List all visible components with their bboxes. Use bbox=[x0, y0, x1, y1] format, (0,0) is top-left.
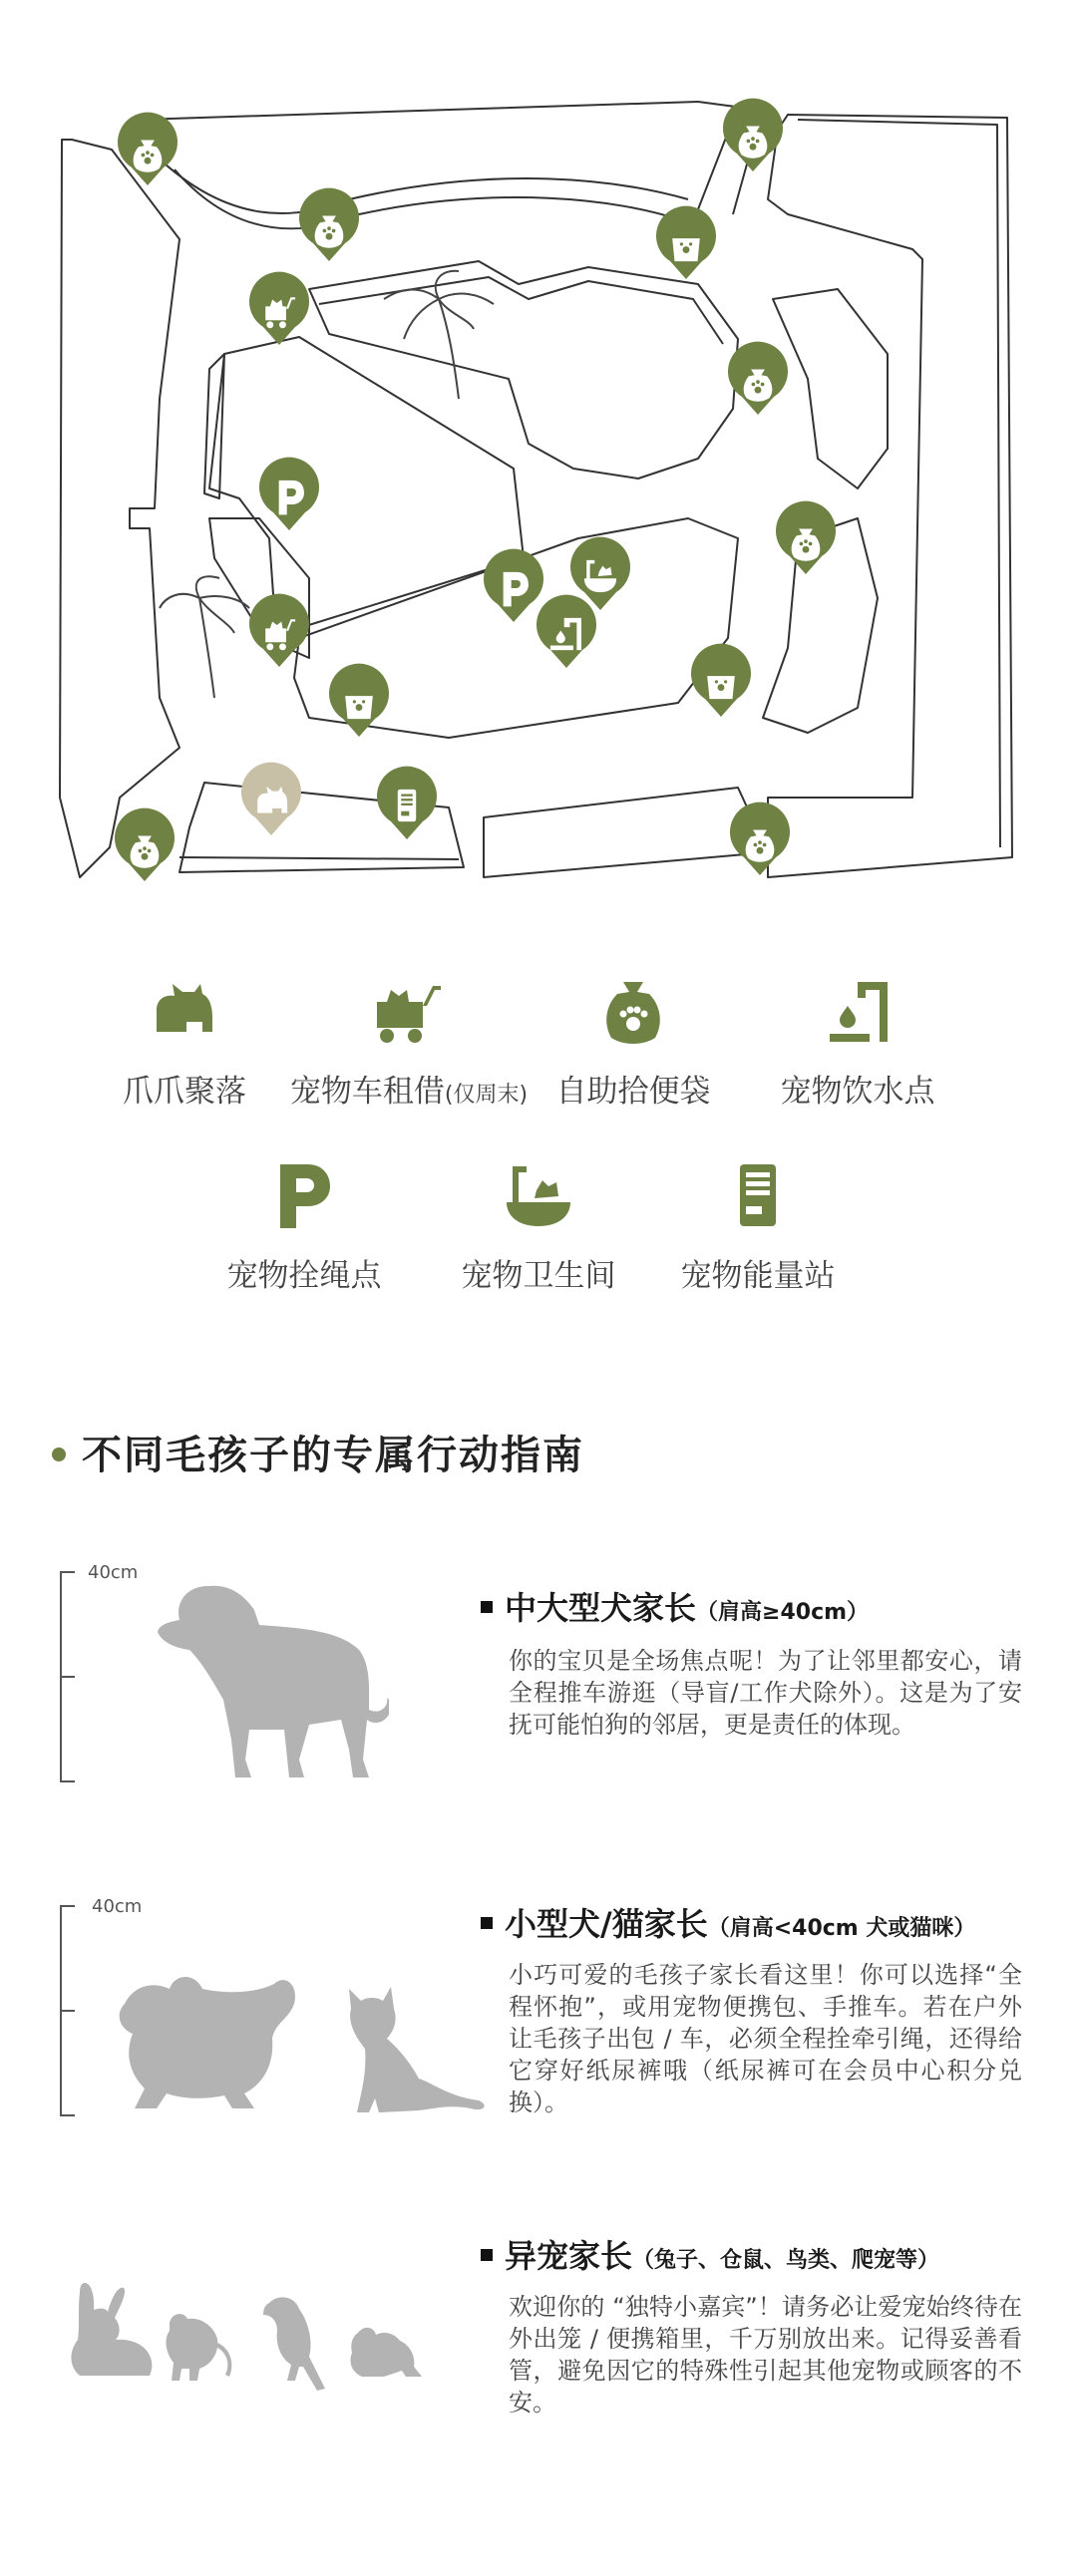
map-marker-vending-icon[interactable] bbox=[377, 767, 437, 839]
map-marker-poop-bag-icon[interactable] bbox=[730, 803, 790, 875]
section-title: 不同毛孩子的专属行动指南 bbox=[82, 1433, 584, 1478]
map-outer-boundary bbox=[60, 140, 180, 877]
legend-leash bbox=[184, 1156, 424, 1295]
legend-label: 宠物卫生间 bbox=[461, 1258, 616, 1294]
map-marker-poop-bag-icon[interactable] bbox=[728, 342, 788, 415]
small-dog-silhouette bbox=[105, 1964, 304, 2113]
mouse-silhouette bbox=[160, 2303, 239, 2383]
vending-icon bbox=[718, 1156, 798, 1236]
guide-title: 异宠家长（兔子、仓鼠、鸟类、爬宠等） bbox=[481, 2231, 939, 2277]
bird-silhouette bbox=[259, 2293, 329, 2393]
legend-label: 宠物饮水点 bbox=[780, 1074, 935, 1110]
legend-water bbox=[738, 972, 977, 1111]
guide-title: 小型犬/猫家长（肩高<40cm 犬或猫咪） bbox=[481, 1899, 975, 1945]
height-ruler bbox=[55, 1904, 85, 2118]
frog-silhouette bbox=[344, 2323, 424, 2383]
map-marker-poop-bag-icon[interactable] bbox=[299, 188, 359, 261]
map-marker-stroller-icon[interactable] bbox=[249, 272, 309, 345]
poop-bag-icon bbox=[593, 972, 673, 1052]
legend-label: 自助拾便袋 bbox=[555, 1074, 711, 1110]
legend-bath bbox=[419, 1156, 658, 1295]
map-marker-water-bowl-icon[interactable] bbox=[691, 644, 751, 717]
legend-dog-park bbox=[65, 972, 304, 1111]
legend-label: 爪爪聚落 bbox=[123, 1074, 246, 1110]
map-marker-poop-bag-icon[interactable] bbox=[118, 113, 178, 185]
map-marker-water-tap-icon[interactable] bbox=[537, 595, 596, 668]
guide-text: 你的宝贝是全场焦点呢！为了让邻里都安心，请全程推车游逛（导盲/工作犬除外）。这是为了安抚可能怕狗的邻居，更是责任的体现。 bbox=[509, 1647, 1022, 1739]
large-dog-silhouette bbox=[150, 1580, 389, 1779]
ruler-label: 40cm bbox=[92, 1896, 143, 1917]
map-marker-water-bowl-icon[interactable] bbox=[329, 664, 389, 737]
map-marker-poop-bag-icon[interactable] bbox=[776, 501, 836, 574]
legend-poop-bag bbox=[514, 972, 753, 1111]
section-bullet bbox=[52, 1448, 66, 1461]
guide-title: 中大型犬家长（肩高≥40cm） bbox=[481, 1583, 869, 1629]
pet-map bbox=[0, 0, 1077, 897]
legend-stroller bbox=[289, 972, 529, 1111]
leash-p-icon bbox=[264, 1156, 344, 1236]
map-marker-leash-p-icon[interactable] bbox=[484, 549, 543, 622]
palm-tree-icon bbox=[384, 271, 494, 399]
legend-label: 宠物车租借(仅周末) bbox=[289, 1074, 529, 1110]
height-ruler bbox=[55, 1570, 85, 1784]
legend-label: 宠物拴绳点 bbox=[226, 1258, 382, 1294]
map-marker-water-bowl-icon[interactable] bbox=[656, 206, 716, 279]
stroller-icon bbox=[369, 972, 449, 1052]
palm-tree-icon bbox=[160, 576, 249, 698]
map-marker-dog-park-icon[interactable] bbox=[241, 763, 301, 835]
dog-park-icon bbox=[145, 972, 224, 1052]
ruler-label: 40cm bbox=[88, 1562, 139, 1583]
water-tap-icon bbox=[818, 972, 898, 1052]
guide-text: 小巧可爱的毛孩子家长看这里！你可以选择“全程怀抱”，或用宠物便携包、手推车。若在户外让毛孩子出包 / 车，必须全程拴牵引绳，还得给它穿好纸尿裤哦（纸尿裤可在会员中心积分兑换）。 bbox=[509, 1961, 1022, 2116]
guide-text: 欢迎你的 “独特小嘉宾”！请务必让爱宠始终待在外出笼 / 便携箱里，千万别放出来。记得妥善看管，避免因它的特殊性引起其他宠物或顾客的不安。 bbox=[509, 2293, 1022, 2416]
map-marker-leash-p-icon[interactable] bbox=[259, 458, 319, 530]
legend-label: 宠物能量站 bbox=[680, 1258, 836, 1294]
map-marker-poop-bag-icon[interactable] bbox=[115, 808, 175, 881]
cat-silhouette bbox=[339, 1979, 489, 2118]
map-marker-stroller-icon[interactable] bbox=[249, 594, 309, 667]
bath-icon bbox=[499, 1156, 578, 1236]
rabbit-silhouette bbox=[60, 2278, 160, 2378]
legend-vending bbox=[638, 1156, 878, 1295]
